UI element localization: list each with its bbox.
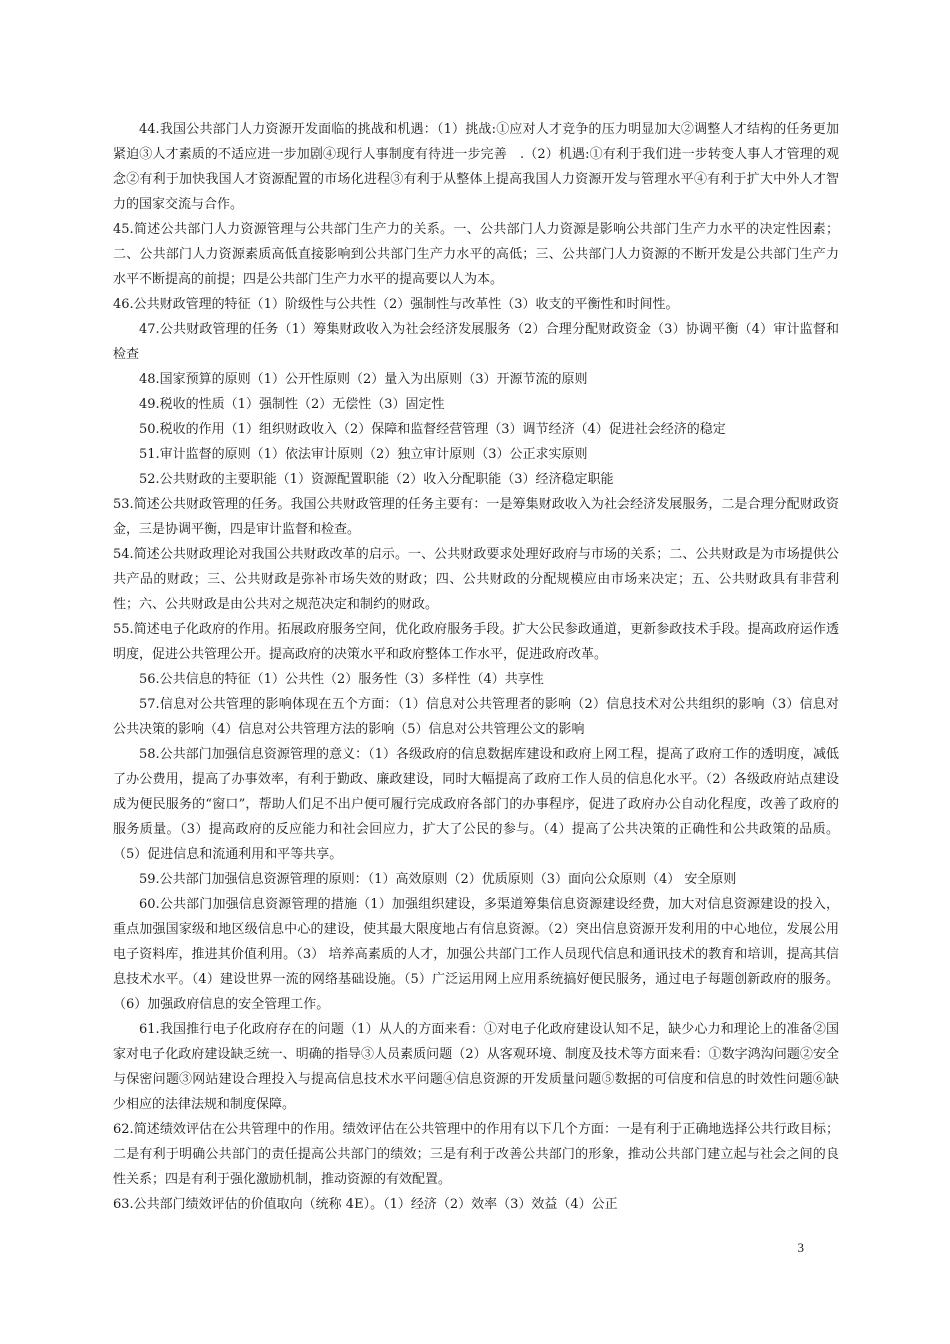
page-number: 3 bbox=[797, 1240, 804, 1255]
paragraph-58: 58.公共部门加强信息资源管理的意义：（1）各级政府的信息数据库建设和政府上网工程，提高了政府工作的透明度，减低了办公费用，提高了办事效率，有利于勤政、廉政建设，同时大幅提高了政府工作人员的信息化水平。（2）各级政府站点建设成为便民服务的“窗口”，帮助人们足不出户便可履行完成政府各部门的办事程序，促进了政府办公自动化程度，改善了政府的服务质量。（3）提高政府的反应能力和社会回应力，扩大了公民的参与。（4）提高了公共决策的正确性和公共政策的品质。（5）促进信息和流通利用和平等共享。 bbox=[113, 747, 839, 862]
paragraph-54: 54.简述公共财政理论对我国公共财政改革的启示。一、公共财政要求处理好政府与市场的关系；二、公共财政是为市场提供公共产品的财政；三、公共财政是弥补市场失效的财政；四、公共财政的分配规模应由市场来决定；五、公共财政具有非营利性；六、公共财政是由公共对之规范决定和制约的财政。 bbox=[113, 547, 839, 612]
paragraph-47: 47.公共财政管理的任务（1）筹集财政收入为社会经济发展服务（2）合理分配财政资金（3）协调平衡（4）审计监督和检查 bbox=[113, 322, 839, 362]
paragraph-45: 45.简述公共部门人力资源管理与公共部门生产力的关系。一、公共部门人力资源是影响公共部门生产力水平的决定性因素；二、公共部门人力资源素质高低直接影响到公共部门生产力水平的高低；三、公共部门人力资源的不断开发是公共部门生产力水平不断提高的前提；四是公共部门生产力水平的提高要以人为本。 bbox=[113, 222, 839, 287]
paragraph-55: 55.简述电子化政府的作用。拓展政府服务空间，优化政府服务手段。扩大公民参政通道，更新参政技术手段。提高政府运作透明度，促进公共管理公开。提高政府的决策水平和政府整体工作水平，促进政府改革。 bbox=[113, 622, 839, 662]
paragraph-61: 61.我国推行电子化政府存在的问题（1）从人的方面来看：①对电子化政府建设认知不足，缺少心力和理论上的准备②国家对电子化政府建设缺乏统一、明确的指导③人员素质问题（2）从客观环境、制度及技术等方面来看：①数字鸿沟问题②安全与保密问题③网站建设合理投入与提高信息技术水平问题④信息资源的开发质量问题⑤数据的可信度和信息的时效性问题⑥缺少相应的法律法规和制度保障。 bbox=[113, 1022, 839, 1112]
paragraph-51: 51.审计监督的原则（1）依法审计原则（2）独立审计原则（3）公正求实原则 bbox=[139, 447, 588, 462]
paragraph-63: 63.公共部门绩效评估的价值取向（统称 4E）。（1）经济（2）效率（3）效益（4）公正 bbox=[113, 1197, 618, 1212]
paragraph-57: 57.信息对公共管理的影响体现在五个方面：（1）信息对公共管理者的影响（2）信息技术对公共组织的影响（3）信息对公共决策的影响（4）信息对公共管理方法的影响（5）信息对公共管理公文的影响 bbox=[113, 697, 839, 737]
paragraph-46: 46.公共财政管理的特征（1）阶级性与公共性（2）强制性与改革性（3）收支的平衡性和时间性。 bbox=[113, 297, 679, 312]
paragraph-50: 50.税收的作用（1）组织财政收入（2）保障和监督经营管理（3）调节经济（4）促进社会经济的稳定 bbox=[139, 422, 726, 437]
paragraph-60: 60.公共部门加强信息资源管理的措施（1）加强组织建设，多渠道筹集信息资源建设经费，加大对信息资源建设的投入，重点加强国家级和地区级信息中心的建设，使其最大限度地占有信息资源。（2）突出信息资源开发利用的中心地位，发展公用电子资料库，推进其价值利用。（3） 培养高素质的人才，加强公共部门工作人员现代信息和通讯技术的教育和培训，提高其信息技术水平。（4）建设世界一流的网络基础设施。（5）广泛运用网上应用系统搞好便民服务，通过电子每题创新政府的服务。（6）加强政府信息的安全管理工作。 bbox=[113, 897, 839, 1012]
paragraph-53: 53.简述公共财政管理的任务。我国公共财政管理的任务主要有：一是筹集财政收入为社会经济发展服务，二是合理分配财政资金，三是协调平衡，四是审计监督和检查。 bbox=[113, 497, 839, 537]
paragraph-59: 59.公共部门加强信息资源管理的原则：（1）高效原则（2）优质原则（3）面向公众原则（4） 安全原则 bbox=[139, 872, 737, 887]
paragraph-56: 56.公共信息的特征（1）公共性（2）服务性（3）多样性（4）共享性 bbox=[139, 672, 544, 687]
paragraph-52: 52.公共财政的主要职能（1）资源配置职能（2）收入分配职能（3）经济稳定职能 bbox=[139, 472, 614, 487]
paragraph-62: 62.简述绩效评估在公共管理中的作用。绩效评估在公共管理中的作用有以下几个方面：一是有利于正确地选择公共行政目标；二是有利于明确公共部门的责任提高公共部门的绩效；三是有利于改善公共部门的形象，推动公共部门建立起与社会之间的良性关系；四是有利于强化激励机制，推动资源的有效配置。 bbox=[113, 1122, 839, 1187]
document-body bbox=[113, 117, 839, 1217]
paragraph-44: 44.我国公共部门人力资源开发面临的挑战和机遇：（1）挑战:①应对人才竞争的压力明显加大②调整人才结构的任务更加紧迫③人才素质的不适应进一步加剧④现行人事制度有待进一步完善 .（2）机遇:①有利于我们进一步转变人事人才管理的观念②有利于加快我国人才资源配置的市场化进程③有利于从整体上提高我国人力资源开发与管理水平④有利于扩大中外人才智力的国家交流与合作。 bbox=[113, 122, 839, 212]
paragraph-49: 49.税收的性质（1）强制性（2）无偿性（3）固定性 bbox=[139, 397, 445, 412]
paragraph-48: 48.国家预算的原则（1）公开性原则（2）量入为出原则（3）开源节流的原则 bbox=[139, 372, 588, 387]
